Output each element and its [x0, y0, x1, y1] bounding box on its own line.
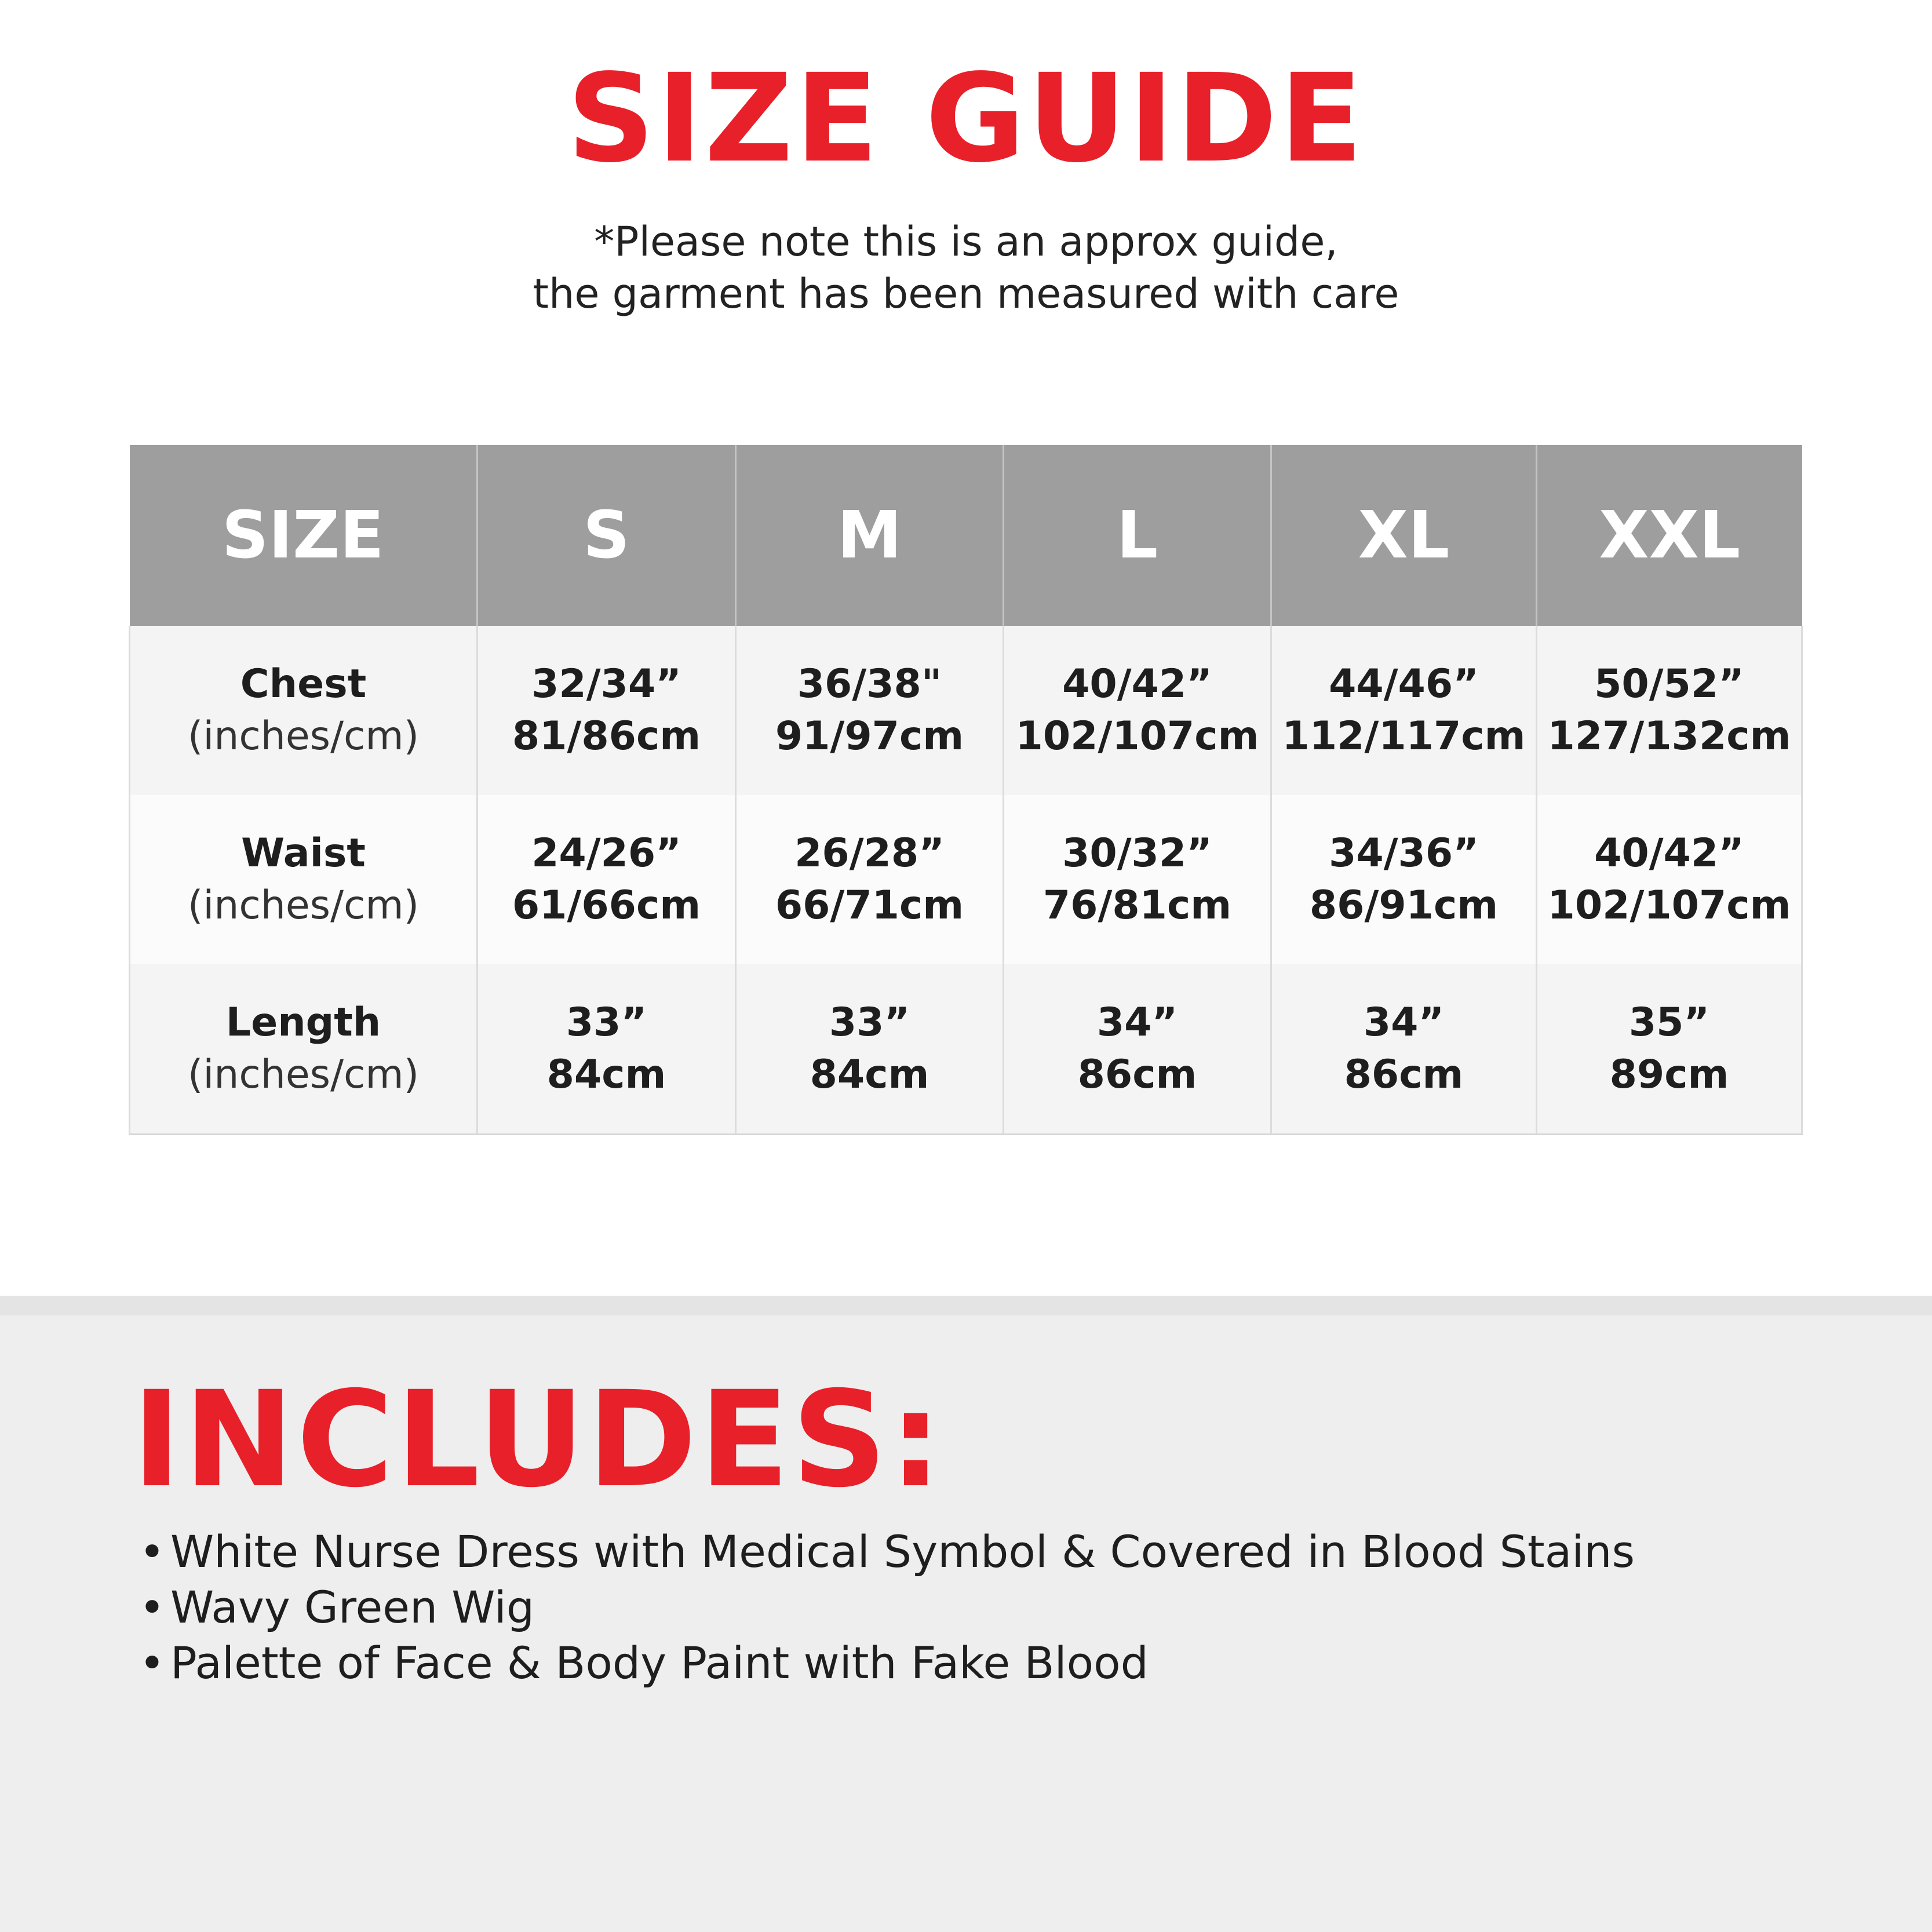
row-label: [130, 626, 477, 795]
table-cell: [477, 795, 736, 964]
cell-inch: 40/42”: [1062, 661, 1212, 707]
includes-panel: [0, 1296, 1932, 1932]
header-l: L: [1004, 445, 1271, 626]
cell-inch: 35”: [1628, 1000, 1710, 1045]
table-row-waist: [130, 795, 1802, 964]
bullet-icon: •: [139, 1581, 165, 1633]
bullet-icon: •: [139, 1637, 165, 1689]
table-cell: [1271, 626, 1537, 795]
list-item: [139, 1635, 1635, 1691]
table-cell: [477, 964, 736, 1135]
table-cell: [1004, 964, 1271, 1135]
cell-inch: 30/32”: [1062, 830, 1212, 876]
cell-cm: 102/107cm: [1015, 713, 1259, 759]
cell-inch: 24/26”: [531, 830, 681, 876]
cell-cm: 91/97cm: [775, 713, 964, 759]
cell-cm: 84cm: [810, 1052, 929, 1098]
cell-inch: 36/38": [797, 661, 942, 707]
cell-cm: 66/71cm: [775, 883, 964, 928]
cell-cm: 76/81cm: [1042, 883, 1232, 928]
cell-inch: 26/28”: [794, 830, 945, 876]
cell-cm: 102/107cm: [1547, 883, 1791, 928]
table-cell: [1537, 626, 1802, 795]
page-title: SIZE GUIDE: [567, 48, 1365, 189]
row-label-name: Chest: [240, 661, 367, 707]
table-cell: [1271, 795, 1537, 964]
cell-inch: 34”: [1363, 1000, 1445, 1045]
header-m: M: [736, 445, 1004, 626]
row-label-unit: (inches/cm): [187, 713, 420, 759]
cell-cm: 84cm: [546, 1052, 666, 1098]
table-cell: [1271, 964, 1537, 1135]
row-label: [130, 964, 477, 1135]
cell-inch: 34/36”: [1329, 830, 1479, 876]
table-cell: [1004, 795, 1271, 964]
size-note: [0, 216, 1932, 320]
note-line-2: the garment has been measured with care: [533, 270, 1399, 318]
list-item-text: White Nurse Dress with Medical Symbol & Covered in Blood Stains: [170, 1526, 1635, 1577]
list-item-text: Wavy Green Wig: [170, 1581, 535, 1633]
cell-cm: 86cm: [1344, 1052, 1464, 1098]
cell-inch: 50/52”: [1594, 661, 1744, 707]
row-label-unit: (inches/cm): [187, 1052, 420, 1098]
cell-inch: 33”: [829, 1000, 910, 1045]
table-row-chest: [130, 626, 1802, 795]
table-cell: [1537, 964, 1802, 1135]
header-s: S: [477, 445, 736, 626]
note-line-1: *Please note this is an approx guide,: [594, 218, 1338, 265]
cell-cm: 61/66cm: [512, 883, 701, 928]
includes-title: INCLUDES:: [132, 1362, 945, 1517]
cell-inch: 44/46”: [1329, 661, 1479, 707]
row-label-unit: (inches/cm): [187, 883, 420, 928]
cell-cm: 86cm: [1077, 1052, 1197, 1098]
list-item-text: Palette of Face & Body Paint with Fake Blood: [170, 1637, 1149, 1689]
table-cell: [477, 626, 736, 795]
table-cell: [1004, 626, 1271, 795]
cell-inch: 33”: [566, 1000, 647, 1045]
cell-cm: 112/117cm: [1282, 713, 1526, 759]
size-table: [129, 445, 1803, 1135]
table-row-length: [130, 964, 1802, 1135]
header-xl: XL: [1271, 445, 1537, 626]
size-table-header: [130, 445, 1802, 626]
cell-cm: 81/86cm: [512, 713, 701, 759]
row-label: [130, 795, 477, 964]
table-cell: [736, 626, 1004, 795]
cell-cm: 89cm: [1609, 1052, 1729, 1098]
cell-inch: 40/42”: [1594, 830, 1744, 876]
row-label-name: Waist: [241, 830, 366, 876]
cell-cm: 86/91cm: [1309, 883, 1499, 928]
list-item: [139, 1580, 1635, 1635]
bullet-icon: •: [139, 1526, 165, 1577]
cell-inch: 34”: [1096, 1000, 1178, 1045]
table-cell: [736, 795, 1004, 964]
cell-inch: 32/34”: [531, 661, 681, 707]
table-cell: [1537, 795, 1802, 964]
header-xxl: XXL: [1537, 445, 1802, 626]
list-item: [139, 1524, 1635, 1580]
row-label-name: Length: [225, 1000, 381, 1045]
cell-cm: 127/132cm: [1547, 713, 1791, 759]
includes-list: [139, 1524, 1635, 1691]
header-size: SIZE: [130, 445, 477, 626]
table-cell: [736, 964, 1004, 1135]
